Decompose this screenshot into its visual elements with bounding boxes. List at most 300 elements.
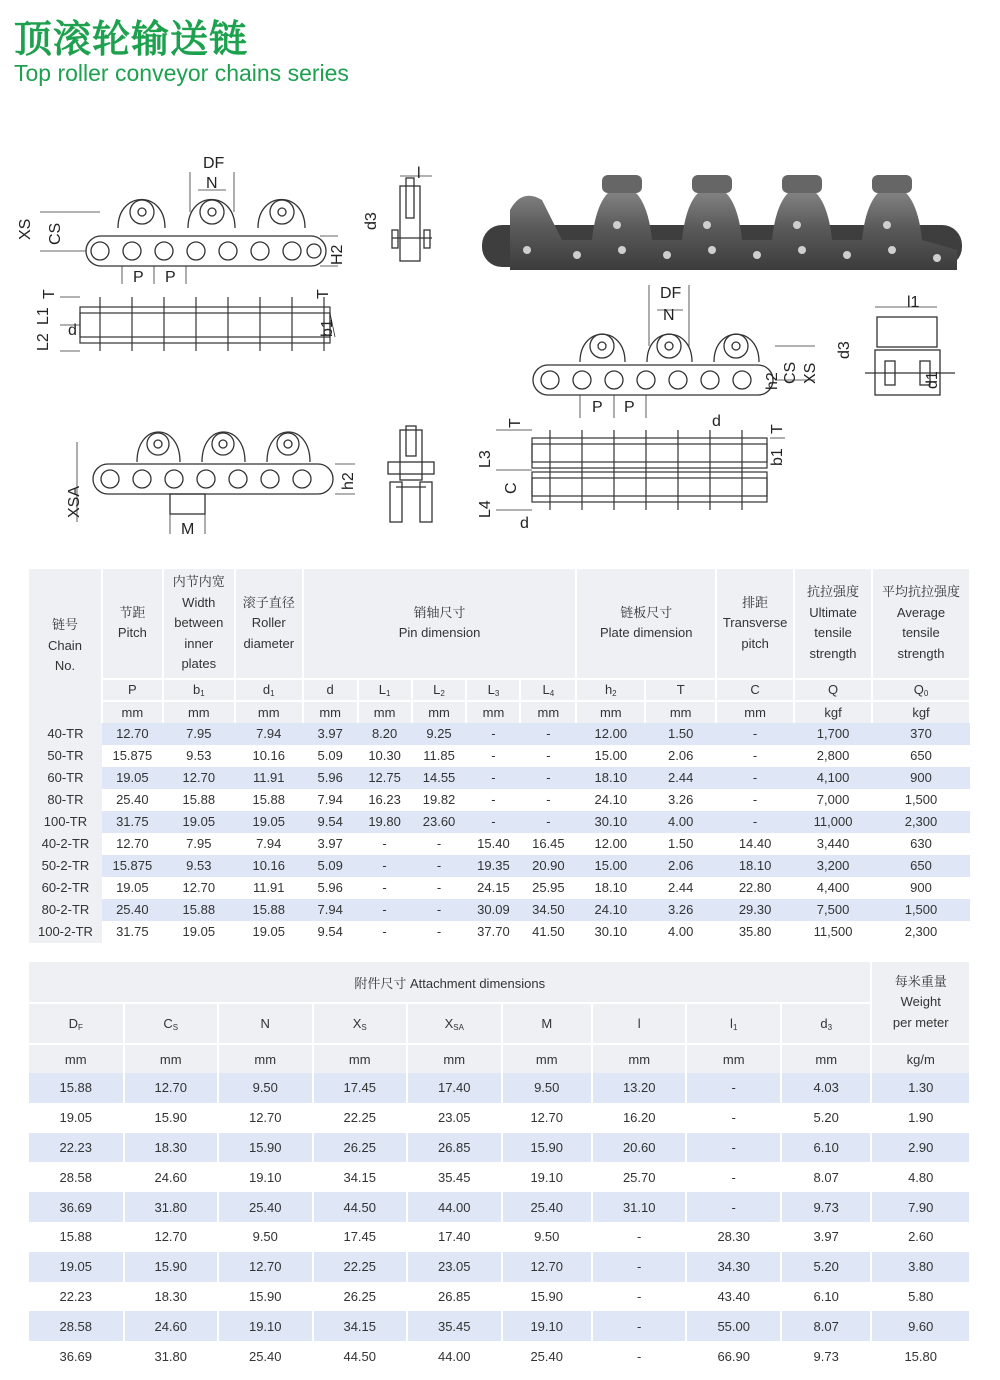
table-cell: 35.80 xyxy=(716,921,794,943)
symbol-cell: $L_1$ xyxy=(358,679,412,701)
table-cell: 900 xyxy=(872,877,970,899)
symbol-cell: $d_3$ xyxy=(781,1003,871,1044)
double-chain-top-view xyxy=(470,410,800,535)
table-cell: 4,100 xyxy=(794,767,872,789)
table-cell: 25.40 xyxy=(102,899,163,921)
table-cell: 28.58 xyxy=(29,1311,124,1341)
unit-cell: mm xyxy=(466,701,520,723)
table-cell: - xyxy=(686,1103,781,1133)
header-chain-no-cn: 链号 xyxy=(51,617,78,633)
label-n-2: N xyxy=(663,307,675,324)
table-cell: 5.09 xyxy=(303,745,358,767)
label-n: N xyxy=(206,175,218,192)
table1-unit-row xyxy=(29,701,970,723)
table-cell: 3,200 xyxy=(794,855,872,877)
table-cell: 15.90 xyxy=(502,1282,592,1312)
table-cell: 19.05 xyxy=(29,1252,124,1282)
table-cell: 31.75 xyxy=(102,921,163,943)
table-cell: 22.23 xyxy=(29,1133,124,1163)
table-cell: - xyxy=(520,811,576,833)
table-cell: 3.80 xyxy=(871,1252,970,1282)
table-row xyxy=(29,1162,970,1192)
label-h2-2: h2 xyxy=(764,372,781,390)
table-cell: 7,500 xyxy=(794,899,872,921)
table-cell: 20.90 xyxy=(520,855,576,877)
table-cell: 3,440 xyxy=(794,833,872,855)
table-cell: - xyxy=(412,877,467,899)
table-cell: 17.45 xyxy=(313,1222,408,1252)
table-cell: 24.60 xyxy=(124,1311,219,1341)
table-cell: 34.15 xyxy=(313,1162,408,1192)
table-cell: 55.00 xyxy=(686,1311,781,1341)
page-title-cn: 顶滚轮输送链 xyxy=(14,17,249,61)
table-cell: - xyxy=(716,811,794,833)
table-cell: 66.90 xyxy=(686,1341,781,1371)
table-cell: 31.75 xyxy=(102,811,163,833)
header-pin-dimension: 销轴尺寸 Pin dimension xyxy=(303,569,577,679)
table-row xyxy=(29,855,970,877)
table-cell: - xyxy=(466,767,520,789)
label-m: M xyxy=(181,521,195,538)
label-t-double-right: T xyxy=(769,424,786,434)
table-row xyxy=(29,1311,970,1341)
unit-cell: mm xyxy=(218,1044,313,1073)
table-cell: 2.44 xyxy=(645,767,716,789)
table-cell: 12.70 xyxy=(163,767,235,789)
unit-cell: kg/m xyxy=(871,1044,970,1073)
table-row xyxy=(29,1222,970,1252)
table-cell: - xyxy=(592,1252,687,1282)
header-pitch: 节距 Pitch xyxy=(102,569,163,679)
table-cell: 15.90 xyxy=(502,1133,592,1163)
table-cell: 2,800 xyxy=(794,745,872,767)
table-cell: - xyxy=(466,789,520,811)
label-df: DF xyxy=(203,155,225,172)
header-ultimate-strength: 抗拉强度 Ultimate tensile strength xyxy=(794,569,872,679)
table2-title-row xyxy=(29,962,970,1003)
label-p-4: P xyxy=(624,399,635,416)
symbol-cell: $Q_0$ xyxy=(872,679,970,701)
table-cell: 34.30 xyxy=(686,1252,781,1282)
table-cell: 10.30 xyxy=(358,745,412,767)
table-cell: 18.10 xyxy=(576,877,645,899)
table-cell: 24.15 xyxy=(466,877,520,899)
table-cell: - xyxy=(592,1311,687,1341)
table-cell: 12.70 xyxy=(218,1103,313,1133)
table-cell: - xyxy=(592,1282,687,1312)
table-cell: 18.10 xyxy=(716,855,794,877)
table-cell: 29.30 xyxy=(716,899,794,921)
table-cell: 15.90 xyxy=(124,1103,219,1133)
table-cell: 900 xyxy=(872,767,970,789)
header-width: 内节内宽 Width between inner plates xyxy=(163,569,235,679)
label-l1-end: l1 xyxy=(907,294,920,311)
table-cell: - xyxy=(592,1222,687,1252)
table-cell: 9.54 xyxy=(303,921,358,943)
table-cell: 43.40 xyxy=(686,1282,781,1312)
table-cell: 1,500 xyxy=(872,899,970,921)
unit-cell: mm xyxy=(716,701,794,723)
label-b1-top: b1 xyxy=(319,319,336,337)
table-cell: 16.45 xyxy=(520,833,576,855)
table-cell: 18.30 xyxy=(124,1133,219,1163)
label-d-double: d xyxy=(520,515,529,532)
label-cs-2: CS xyxy=(782,361,799,384)
symbol-cell: l xyxy=(592,1003,687,1044)
table-cell: - xyxy=(686,1162,781,1192)
unit-cell: mm xyxy=(358,701,412,723)
table-cell: 9.54 xyxy=(303,811,358,833)
table-row xyxy=(29,1103,970,1133)
table-row xyxy=(29,789,970,811)
label-c: C xyxy=(503,482,520,494)
symbol-cell: $h_2$ xyxy=(576,679,645,701)
table-cell: 41.50 xyxy=(520,921,576,943)
table-cell: 12.70 xyxy=(124,1222,219,1252)
table-cell: - xyxy=(358,877,412,899)
symbol-cell: $d_1$ xyxy=(235,679,303,701)
table-cell: 19.82 xyxy=(412,789,467,811)
table-cell: 12.75 xyxy=(358,767,412,789)
chain-no-cell: 80-TR xyxy=(29,789,102,811)
table-cell: 8.07 xyxy=(781,1162,871,1192)
table-cell: 31.80 xyxy=(124,1341,219,1371)
symbol-cell: $l_1$ xyxy=(686,1003,781,1044)
label-h2-attachment: h2 xyxy=(340,472,357,490)
chain-drawings xyxy=(0,140,1000,550)
table-row xyxy=(29,1282,970,1312)
table-cell: 19.80 xyxy=(358,811,412,833)
table-cell: 11.91 xyxy=(235,767,303,789)
label-d3-end-2: d3 xyxy=(836,341,853,359)
table-cell: 26.85 xyxy=(407,1282,502,1312)
table-cell: 13.20 xyxy=(592,1073,687,1103)
table-cell: 12.00 xyxy=(576,723,645,745)
table-cell: 22.25 xyxy=(313,1103,408,1133)
table-cell: 9.73 xyxy=(781,1341,871,1371)
table-cell: 31.10 xyxy=(592,1192,687,1222)
table-cell: 11.91 xyxy=(235,877,303,899)
table-cell: - xyxy=(358,921,412,943)
table-cell: - xyxy=(412,921,467,943)
table-row xyxy=(29,833,970,855)
header-chain-no xyxy=(29,569,102,723)
table-cell: 17.40 xyxy=(407,1222,502,1252)
table-cell: 20.60 xyxy=(592,1133,687,1163)
table-row xyxy=(29,767,970,789)
table-row xyxy=(29,899,970,921)
label-d3-end: d3 xyxy=(363,212,380,230)
table-cell: 23.60 xyxy=(412,811,467,833)
table-cell: - xyxy=(358,833,412,855)
unit-cell: mm xyxy=(576,701,645,723)
table-cell: - xyxy=(686,1133,781,1163)
table-cell: 44.50 xyxy=(313,1192,408,1222)
single-chain-top-view xyxy=(35,285,340,360)
unit-cell: mm xyxy=(303,701,358,723)
label-l2: L2 xyxy=(35,333,52,351)
unit-cell: mm xyxy=(592,1044,687,1073)
table-row xyxy=(29,723,970,745)
table-cell: 12.70 xyxy=(102,723,163,745)
table-cell: 25.40 xyxy=(218,1341,313,1371)
table-cell: 7.95 xyxy=(163,723,235,745)
table-cell: - xyxy=(686,1073,781,1103)
header-roller: 滚子直径 Roller diameter xyxy=(235,569,303,679)
label-l4: L4 xyxy=(477,500,494,518)
table-cell: 5.96 xyxy=(303,877,358,899)
table-cell: 1.50 xyxy=(645,833,716,855)
unit-cell: mm xyxy=(502,1044,592,1073)
symbol-cell: P xyxy=(102,679,163,701)
chain-no-cell: 80-2-TR xyxy=(29,899,102,921)
table-cell: 3.26 xyxy=(645,899,716,921)
attachment-end-view xyxy=(380,422,450,527)
table-cell: 16.20 xyxy=(592,1103,687,1133)
table-cell: 15.90 xyxy=(218,1133,313,1163)
table-row xyxy=(29,811,970,833)
table-cell: 30.10 xyxy=(576,921,645,943)
table-cell: 24.60 xyxy=(124,1162,219,1192)
symbol-cell: d xyxy=(303,679,358,701)
table-cell: 15.88 xyxy=(235,899,303,921)
unit-cell: mm xyxy=(163,701,235,723)
table-cell: 630 xyxy=(872,833,970,855)
table-cell: 6.10 xyxy=(781,1133,871,1163)
label-t-top-left: T xyxy=(41,289,58,299)
label-b1-double: b1 xyxy=(769,448,786,466)
table-cell: 15.88 xyxy=(163,789,235,811)
symbol-cell: $b_1$ xyxy=(163,679,235,701)
table-cell: 9.73 xyxy=(781,1192,871,1222)
table-cell: 12.70 xyxy=(502,1252,592,1282)
table-cell: - xyxy=(716,723,794,745)
table-cell: 36.69 xyxy=(29,1192,124,1222)
table-cell: 9.53 xyxy=(163,745,235,767)
table-cell: 34.50 xyxy=(520,899,576,921)
unit-cell: kgf xyxy=(794,701,872,723)
table-cell: 19.05 xyxy=(235,921,303,943)
table-cell: - xyxy=(412,855,467,877)
table-cell: 9.50 xyxy=(218,1222,313,1252)
unit-cell: mm xyxy=(407,1044,502,1073)
table-cell: 7.94 xyxy=(235,723,303,745)
symbol-cell: M xyxy=(502,1003,592,1044)
table-cell: 2.60 xyxy=(871,1222,970,1252)
label-t-top-right: T xyxy=(315,289,332,299)
table-cell: 15.00 xyxy=(576,855,645,877)
table-cell: 6.10 xyxy=(781,1282,871,1312)
table-cell: - xyxy=(716,789,794,811)
table-cell: 1.30 xyxy=(871,1073,970,1103)
table-cell: 19.05 xyxy=(102,767,163,789)
chain-no-cell: 100-2-TR xyxy=(29,921,102,943)
label-d-double-top: d xyxy=(712,413,721,430)
header-chain-no-en1: Chain xyxy=(47,637,82,653)
table-cell: 15.88 xyxy=(29,1222,124,1252)
table-row xyxy=(29,1192,970,1222)
table-cell: 3.97 xyxy=(303,833,358,855)
table-row xyxy=(29,1133,970,1163)
table-cell: 3.97 xyxy=(303,723,358,745)
table-cell: 9.53 xyxy=(163,855,235,877)
table-cell: 19.10 xyxy=(502,1162,592,1192)
header-plate-dimension: 链板尺寸 Plate dimension xyxy=(576,569,716,679)
header-transverse-pitch: 排距 Transverse pitch xyxy=(716,569,794,679)
table-cell: 35.45 xyxy=(407,1311,502,1341)
table-cell: 2.90 xyxy=(871,1133,970,1163)
table-cell: 17.45 xyxy=(313,1073,408,1103)
table-cell: 34.15 xyxy=(313,1311,408,1341)
double-chain-side-view xyxy=(525,280,825,420)
chain-no-cell: 60-TR xyxy=(29,767,102,789)
table-cell: 28.30 xyxy=(686,1222,781,1252)
label-h2: H2 xyxy=(329,244,346,265)
table-cell: 17.40 xyxy=(407,1073,502,1103)
table-cell: 37.70 xyxy=(466,921,520,943)
table-cell: 11,500 xyxy=(794,921,872,943)
symbol-cell: $L_4$ xyxy=(520,679,576,701)
unit-cell: mm xyxy=(412,701,467,723)
label-l3: L3 xyxy=(477,450,494,468)
chain-specs-table xyxy=(29,569,971,943)
table-cell: - xyxy=(520,767,576,789)
table-cell: 15.90 xyxy=(218,1282,313,1312)
table-cell: 7.95 xyxy=(163,833,235,855)
table-row xyxy=(29,1073,970,1103)
table-cell: 4,400 xyxy=(794,877,872,899)
table-cell: - xyxy=(520,789,576,811)
chain-no-cell: 40-2-TR xyxy=(29,833,102,855)
table-cell: 2,300 xyxy=(872,811,970,833)
table-cell: 19.05 xyxy=(235,811,303,833)
label-p-3: P xyxy=(592,399,603,416)
table-cell: - xyxy=(686,1192,781,1222)
symbol-cell: $D_F$ xyxy=(29,1003,124,1044)
table-cell: 2,300 xyxy=(872,921,970,943)
table-cell: 19.10 xyxy=(502,1311,592,1341)
table-cell: - xyxy=(466,723,520,745)
table-cell: 5.20 xyxy=(781,1103,871,1133)
table-cell: 4.00 xyxy=(645,921,716,943)
table1-header-row xyxy=(29,569,970,679)
single-chain-end-view xyxy=(362,165,452,278)
single-chain-attachment-view xyxy=(65,422,365,542)
table-cell: 1,700 xyxy=(794,723,872,745)
table-cell: 12.70 xyxy=(124,1073,219,1103)
table-cell: 35.45 xyxy=(407,1162,502,1192)
table-cell: 3.26 xyxy=(645,789,716,811)
chain-no-cell: 40-TR xyxy=(29,723,102,745)
table-cell: 7,000 xyxy=(794,789,872,811)
label-l-end: l xyxy=(417,165,421,182)
table-cell: 2.44 xyxy=(645,877,716,899)
table-row xyxy=(29,1252,970,1282)
table-cell: 25.40 xyxy=(502,1341,592,1371)
chain-photo xyxy=(482,170,974,280)
table-cell: 8.07 xyxy=(781,1311,871,1341)
table-cell: 30.10 xyxy=(576,811,645,833)
table-cell: 22.25 xyxy=(313,1252,408,1282)
table-cell: 7.94 xyxy=(303,789,358,811)
table-cell: 4.80 xyxy=(871,1162,970,1192)
table-cell: 3.97 xyxy=(781,1222,871,1252)
unit-cell: mm xyxy=(520,701,576,723)
table-cell: 10.16 xyxy=(235,745,303,767)
table-cell: 7.94 xyxy=(303,899,358,921)
table2-symbol-row xyxy=(29,1003,970,1044)
table-cell: 44.00 xyxy=(407,1341,502,1371)
label-df-2: DF xyxy=(660,285,682,302)
table-cell: 8.20 xyxy=(358,723,412,745)
unit-cell: kgf xyxy=(872,701,970,723)
label-xs-2: XS xyxy=(802,362,819,384)
table-cell: 23.05 xyxy=(407,1252,502,1282)
label-p-1: P xyxy=(133,269,144,286)
table-cell: 19.10 xyxy=(218,1311,313,1341)
unit-cell: mm xyxy=(645,701,716,723)
table2-title: 附件尺寸 Attachment dimensions xyxy=(29,962,871,1003)
unit-cell: mm xyxy=(686,1044,781,1073)
table-cell: 12.70 xyxy=(502,1103,592,1133)
table-cell: 12.70 xyxy=(218,1252,313,1282)
table-cell: 26.25 xyxy=(313,1133,408,1163)
table-row xyxy=(29,1341,970,1371)
table-cell: 14.55 xyxy=(412,767,467,789)
table-cell: 25.40 xyxy=(218,1192,313,1222)
table-cell: - xyxy=(358,899,412,921)
table-cell: 9.50 xyxy=(502,1073,592,1103)
symbol-cell: $L_2$ xyxy=(412,679,467,701)
table-cell: 26.85 xyxy=(407,1133,502,1163)
table-cell: - xyxy=(412,899,467,921)
table-cell: 24.10 xyxy=(576,789,645,811)
table-cell: 5.80 xyxy=(871,1282,970,1312)
double-chain-end-view xyxy=(835,295,975,410)
table-cell: 4.03 xyxy=(781,1073,871,1103)
symbol-cell: $X_S$ xyxy=(313,1003,408,1044)
header-average-strength: 平均抗拉强度 Average tensile strength xyxy=(872,569,970,679)
unit-cell: mm xyxy=(781,1044,871,1073)
table-cell: 24.10 xyxy=(576,899,645,921)
table-cell: 15.40 xyxy=(466,833,520,855)
chain-no-cell: 60-2-TR xyxy=(29,877,102,899)
table2-unit-row xyxy=(29,1044,970,1073)
table-cell: 12.70 xyxy=(163,877,235,899)
table-cell: 15.875 xyxy=(102,855,163,877)
symbol-cell: N xyxy=(218,1003,313,1044)
table-row xyxy=(29,877,970,899)
table-cell: 22.23 xyxy=(29,1282,124,1312)
table-cell: 19.35 xyxy=(466,855,520,877)
table-cell: 25.40 xyxy=(502,1192,592,1222)
table1-symbol-row xyxy=(29,679,970,701)
chain-no-cell: 50-2-TR xyxy=(29,855,102,877)
table-cell: 1.90 xyxy=(871,1103,970,1133)
unit-cell: mm xyxy=(124,1044,219,1073)
symbol-cell: C xyxy=(716,679,794,701)
table-cell: - xyxy=(466,745,520,767)
table-cell: - xyxy=(716,745,794,767)
table-cell: 1,500 xyxy=(872,789,970,811)
label-p-2: P xyxy=(165,269,176,286)
chain-no-cell: 50-TR xyxy=(29,745,102,767)
table-cell: 15.00 xyxy=(576,745,645,767)
attachment-dimensions-table xyxy=(29,962,971,1371)
table-cell: - xyxy=(412,833,467,855)
table-cell: 25.70 xyxy=(592,1162,687,1192)
table-cell: - xyxy=(358,855,412,877)
